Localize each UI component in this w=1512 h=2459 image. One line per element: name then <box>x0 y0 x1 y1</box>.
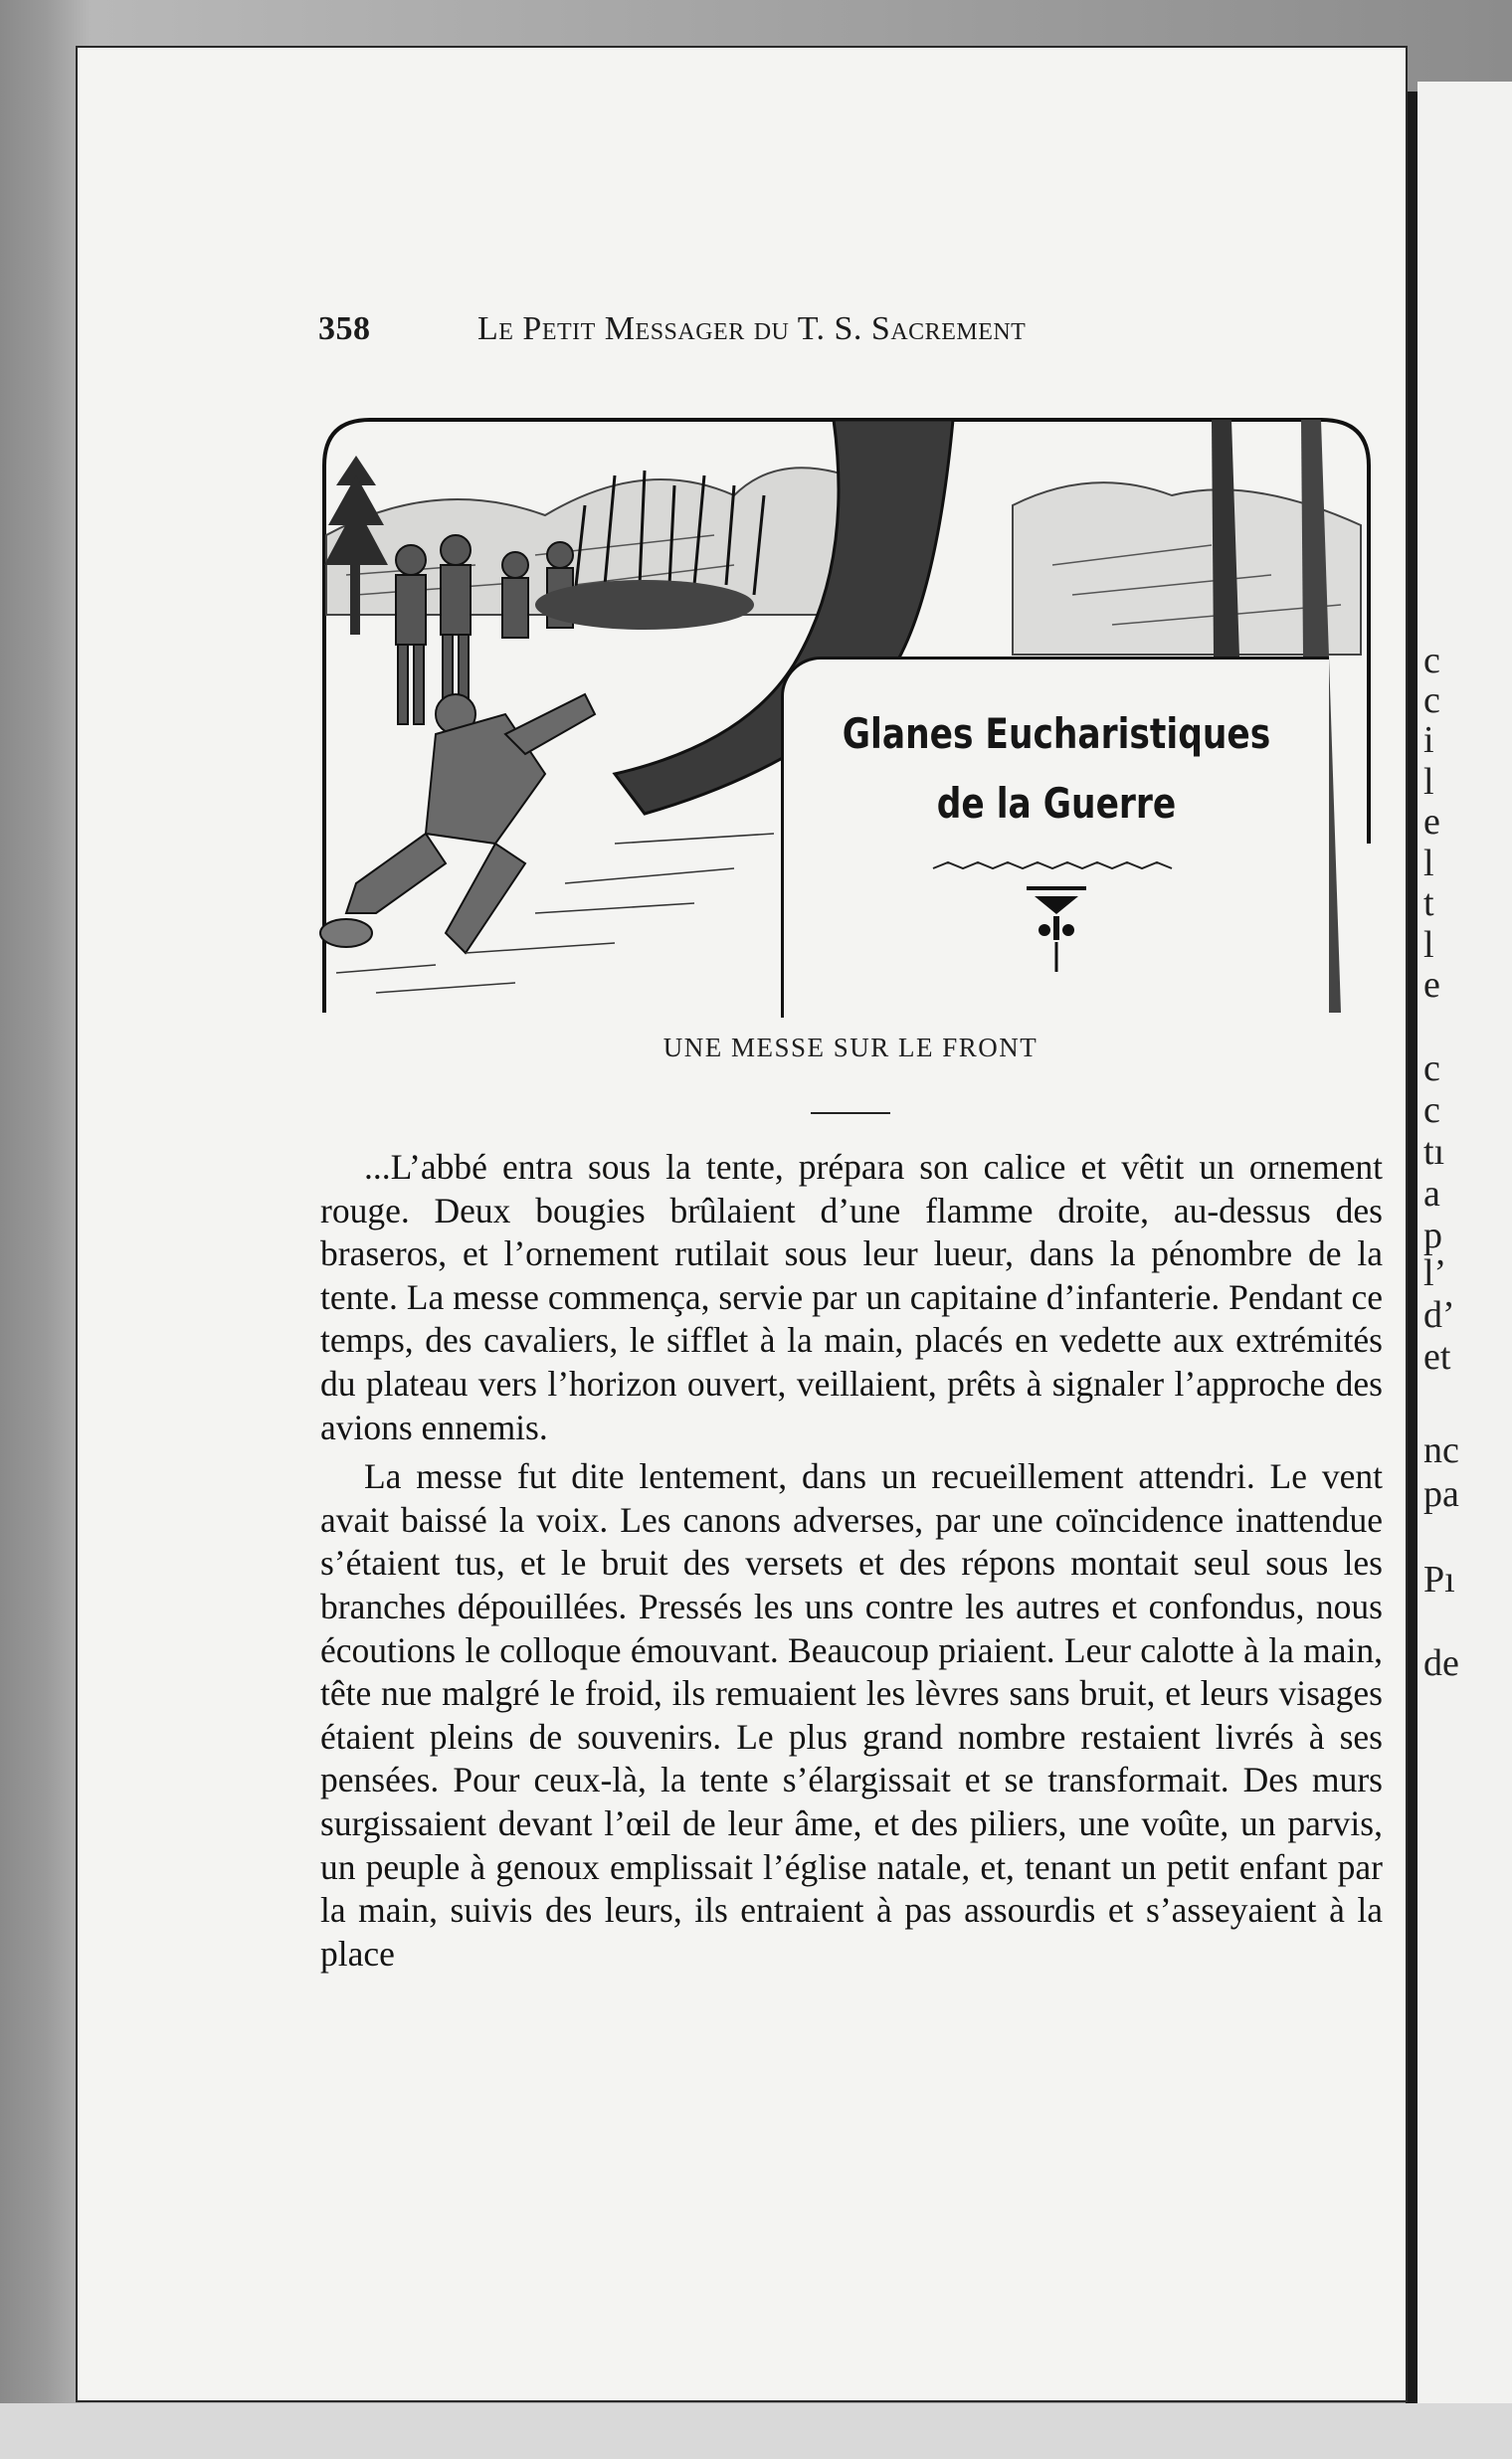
page-gutter-shadow <box>1406 92 1418 2414</box>
section-heading: UNE MESSE SUR LE FRONT <box>662 1033 1039 1062</box>
page-number: 358 <box>318 310 371 347</box>
fleuron-ornament-icon <box>784 849 1329 978</box>
section-divider <box>811 1112 890 1114</box>
fragment-text: c <box>1423 1047 1440 1089</box>
fragment-text: d’ <box>1423 1294 1455 1336</box>
scan-bottom-edge <box>0 2403 1512 2459</box>
body-paragraph-2: La messe fut dite lentement, dans un recueillement attendri. Le vent avait baissé la voix. Les canons adverses, par une coïncidence inattendue s’étaient tus, et le bruit des versets et des répons montait seul sous les branches dépouillées. Pressés les uns contre les autres et confondus, nous écoutions le colloque émouvant. Beaucoup priaient. Leur calotte à la main, tête nue malgré le froid, ils remuaient les lèvres sans bruit, et leurs visages étaient pleins de souvenirs. Le plus grand nombre restaient livrés à ses pensées. Pour ceux-là, la tente s’élargissait et se transformait. Des murs surgissaient devant l’œil de leur âme, et des piliers, une voûte, un parvis, un peuple à genoux emplissait l’église natale, et, tenant un petit enfant par la main, suivis des leurs, ils entraient à pas assourdis et s’asseyaient à la place <box>320 1456 1383 1974</box>
fragment-text: l <box>1423 761 1434 803</box>
fragment-text: nc <box>1423 1429 1459 1471</box>
fragment-text: et <box>1423 1336 1451 1378</box>
fragment-text: a <box>1423 1173 1440 1215</box>
fragment-text: pa <box>1423 1473 1459 1515</box>
fragment-text: c <box>1423 640 1440 681</box>
fragment-text: de <box>1423 1642 1459 1684</box>
fragment-text: c <box>1423 1089 1440 1131</box>
fragment-text: Pı <box>1423 1559 1455 1601</box>
running-header <box>318 310 1184 348</box>
article-body <box>320 1146 1383 1976</box>
fragment-text: e <box>1423 801 1440 843</box>
fragment-text: e <box>1423 964 1440 1006</box>
article-title-line2: de la Guerre <box>936 779 1177 828</box>
fragment-text: p <box>1423 1215 1442 1256</box>
adjacent-page-fragment <box>1418 82 1512 2409</box>
article-title-line1: Glanes Eucharistiques <box>842 709 1271 758</box>
fragment-text: l’ <box>1423 1252 1447 1294</box>
publication-title: Le Petit Messager du T. S. Sacrement <box>477 310 1027 347</box>
fragment-text: i <box>1423 719 1434 761</box>
article-title-box <box>781 657 1329 1018</box>
fragment-text: c <box>1423 679 1440 721</box>
fragment-text: t <box>1423 882 1434 924</box>
fragment-text: tı <box>1423 1131 1445 1173</box>
fragment-text: l <box>1423 843 1434 884</box>
fragment-text: l <box>1423 924 1434 966</box>
body-paragraph-1: ...L’abbé entra sous la tente, prépara son calice et vêtit un ornement rouge. Deux bougies brûlaient d’une flamme droite, au-dessus des braseros, et l’ornement rutilait sous leur lueur, dans la pénombre de la tente. La messe commença, servie par un capitaine d’infanterie. Pendant ce temps, des cavaliers, le sifflet à la main, placés en vedette aux extrémités du plateau vers l’horizon ouvert, veillaient, prêts à signaler l’approche des avions ennemis. <box>320 1147 1383 1447</box>
